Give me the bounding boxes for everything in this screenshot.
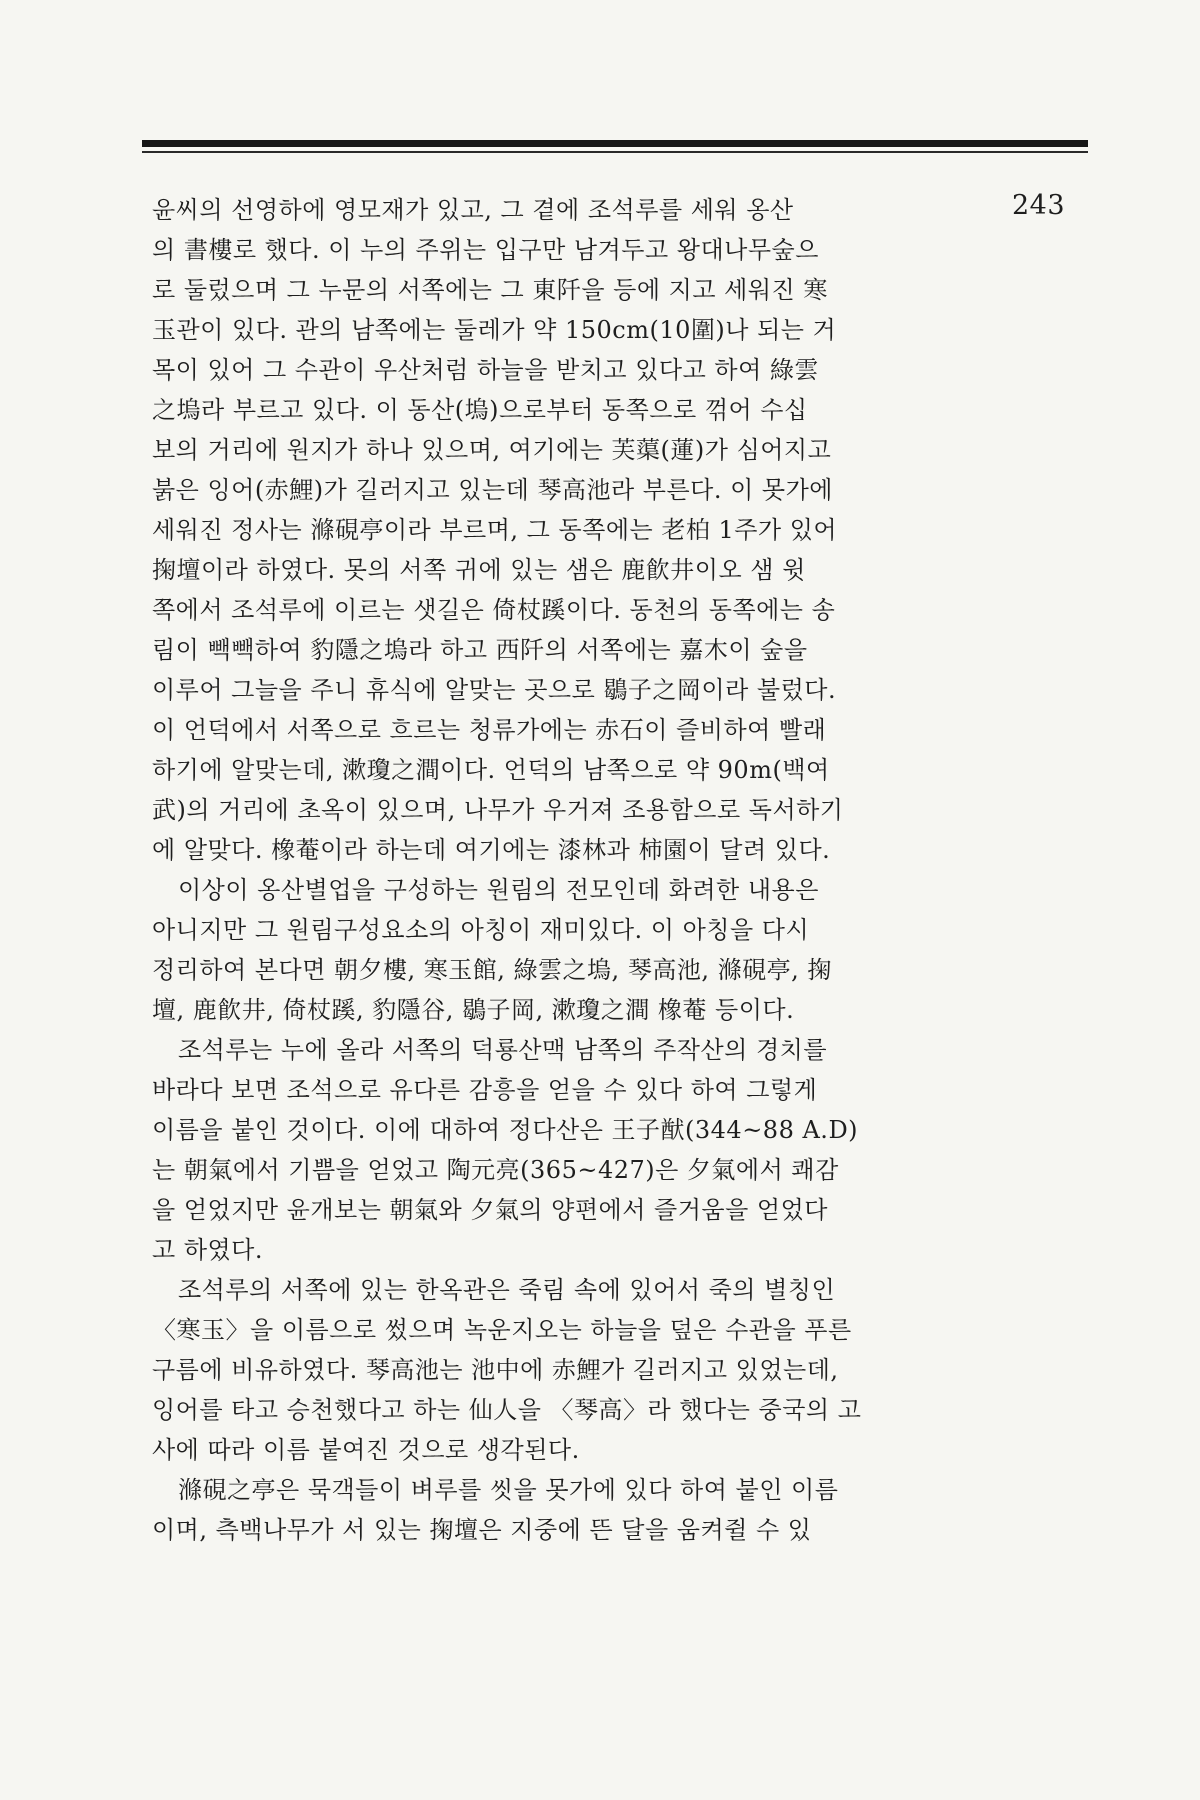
text-line: 바라다 보면 조석으로 유다른 감흥을 얻을 수 있다 하여 그렇게 [152,1076,818,1104]
text-line: 잉어를 타고 승천했다고 하는 仙人을 〈琴高〉라 했다는 중국의 고 [152,1396,862,1424]
text-line: 壇, 鹿飮井, 倚杖蹊, 豹隱谷, 鶡子岡, 漱瓊之澗 橡菴 등이다. [152,996,795,1024]
text-line: 에 알맞다. 橡菴이라 하는데 여기에는 漆林과 柿園이 달려 있다. [152,836,831,864]
header-rule-thick [142,140,1088,147]
text-line: 윤씨의 선영하에 영모재가 있고, 그 곁에 조석루를 세워 옹산 [152,196,794,224]
text-line: 는 朝氣에서 기쁨을 얻었고 陶元亮(365~427)은 夕氣에서 쾌감 [152,1156,839,1184]
text-line: 을 얻었지만 윤개보는 朝氣와 夕氣의 양편에서 즐거움을 얻었다 [152,1196,828,1224]
text-line: 조석루는 누에 올라 서쪽의 덕룡산맥 남쪽의 주작산의 경치를 [178,1036,828,1064]
text-line: 이며, 측백나무가 서 있는 掬壇은 지중에 뜬 달을 움켜쥘 수 있 [152,1516,812,1544]
text-line: 구름에 비유하였다. 琴高池는 池中에 赤鯉가 길러지고 있었는데, [152,1356,839,1384]
text-line: 〈寒玉〉을 이름으로 썼으며 녹운지오는 하늘을 덮은 수관을 푸른 [152,1316,852,1344]
text-line: 의 書樓로 했다. 이 누의 주위는 입구만 남겨두고 왕대나무숲으 [152,236,819,264]
text-line: 조석루의 서쪽에 있는 한옥관은 죽림 속에 있어서 죽의 별칭인 [178,1276,836,1304]
text-line: 아니지만 그 원림구성요소의 아칭이 재미있다. 이 아칭을 다시 [152,916,810,944]
text-line: 이상이 옹산별업을 구성하는 원림의 전모인데 화려한 내용은 [178,876,819,904]
text-line: 고 하였다. [152,1236,263,1264]
text-line: 이 언덕에서 서쪽으로 흐르는 청류가에는 赤石이 즐비하여 빨래 [152,716,827,744]
text-line: 武)의 거리에 초옥이 있으며, 나무가 우거져 조용함으로 독서하기 [152,796,844,824]
page-number: 243 [1012,190,1066,221]
body-text [152,190,932,1550]
text-line: 붉은 잉어(赤鯉)가 길러지고 있는데 琴高池라 부른다. 이 못가에 [152,476,833,504]
text-line: 쪽에서 조석루에 이르는 샛길은 倚杖蹊이다. 동천의 동쪽에는 송 [152,596,836,624]
text-line: 사에 따라 이름 붙여진 것으로 생각된다. [152,1436,580,1464]
text-line: 이름을 붙인 것이다. 이에 대하여 정다산은 王子猷(344~88 A.D) [152,1116,859,1144]
text-line: 滌硯之亭은 묵객들이 벼루를 씻을 못가에 있다 하여 붙인 이름 [178,1476,839,1504]
text-line: 掬壇이라 하였다. 못의 서쪽 귀에 있는 샘은 鹿飮井이오 샘 윗 [152,556,806,584]
text-line: 이루어 그늘을 주니 휴식에 알맞는 곳으로 鶡子之岡이라 불렀다. [152,676,837,704]
text-line: 림이 빽빽하여 豹隱之塢라 하고 西阡의 서쪽에는 嘉木이 숲을 [152,636,808,664]
text-line: 정리하여 본다면 朝夕樓, 寒玉館, 綠雲之塢, 琴高池, 滌硯亭, 掬 [152,956,832,984]
text-line: 하기에 알맞는데, 漱瓊之澗이다. 언덕의 남쪽으로 약 90m(백여 [152,756,830,784]
text-line: 목이 있어 그 수관이 우산처럼 하늘을 받치고 있다고 하여 綠雲 [152,356,819,384]
text-line: 보의 거리에 원지가 하나 있으며, 여기에는 芙蕖(蓮)가 심어지고 [152,436,832,464]
text-line: 玉관이 있다. 관의 남쪽에는 둘레가 약 150cm(10圍)나 되는 거 [152,316,837,344]
text-line: 로 둘렀으며 그 누문의 서쪽에는 그 東阡을 등에 지고 세워진 寒 [152,276,828,304]
header-rule-thin [142,151,1088,153]
text-line: 之塢라 부르고 있다. 이 동산(塢)으로부터 동쪽으로 꺾어 수십 [152,396,808,424]
text-line: 세워진 정사는 滌硯亭이라 부르며, 그 동쪽에는 老柏 1주가 있어 [152,516,838,544]
